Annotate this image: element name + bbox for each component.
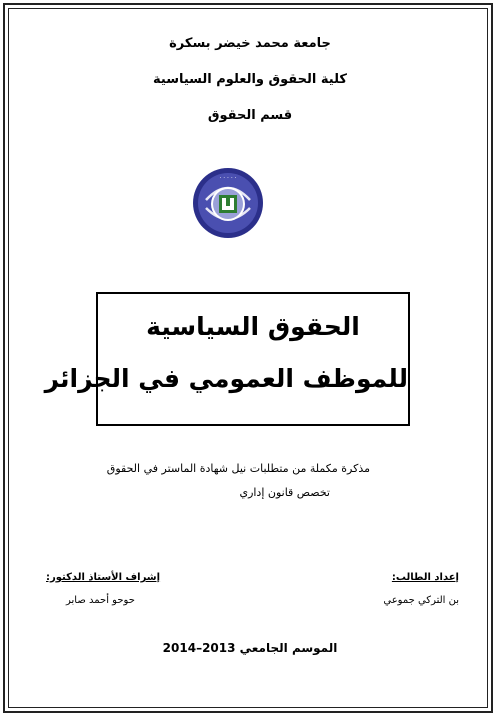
university-name: جامعة محمد خيضر بسكرة xyxy=(169,36,331,51)
supervisor-label: إشراف الأستاذ الدكتور: xyxy=(46,572,161,583)
specialization-text: تخصص قانون إداري xyxy=(239,486,330,499)
degree-requirement-text: مذكرة مكملة من متطلبات نيل شهادة الماستر في الحقوق xyxy=(106,462,370,475)
academic-year: الموسم الجامعي 2013–2014 xyxy=(162,641,338,655)
supervisor-name: حوحو أحمد صابر xyxy=(66,595,135,606)
student-label: إعداد الطالب: xyxy=(391,572,459,583)
svg-text:· · · · ·: · · · · · xyxy=(219,175,237,182)
department-name: قسم الحقوق xyxy=(207,108,293,123)
thesis-title-box xyxy=(44,292,410,426)
university-seal-icon xyxy=(192,166,264,240)
thesis-title-line-2: للموظف العمومي في الجزائر xyxy=(44,364,408,393)
thesis-title-line-1: الحقوق السياسية xyxy=(146,312,360,341)
student-name: بن التركي جموعي xyxy=(383,595,459,606)
faculty-name: كلية الحقوق والعلوم السياسية xyxy=(153,72,347,87)
